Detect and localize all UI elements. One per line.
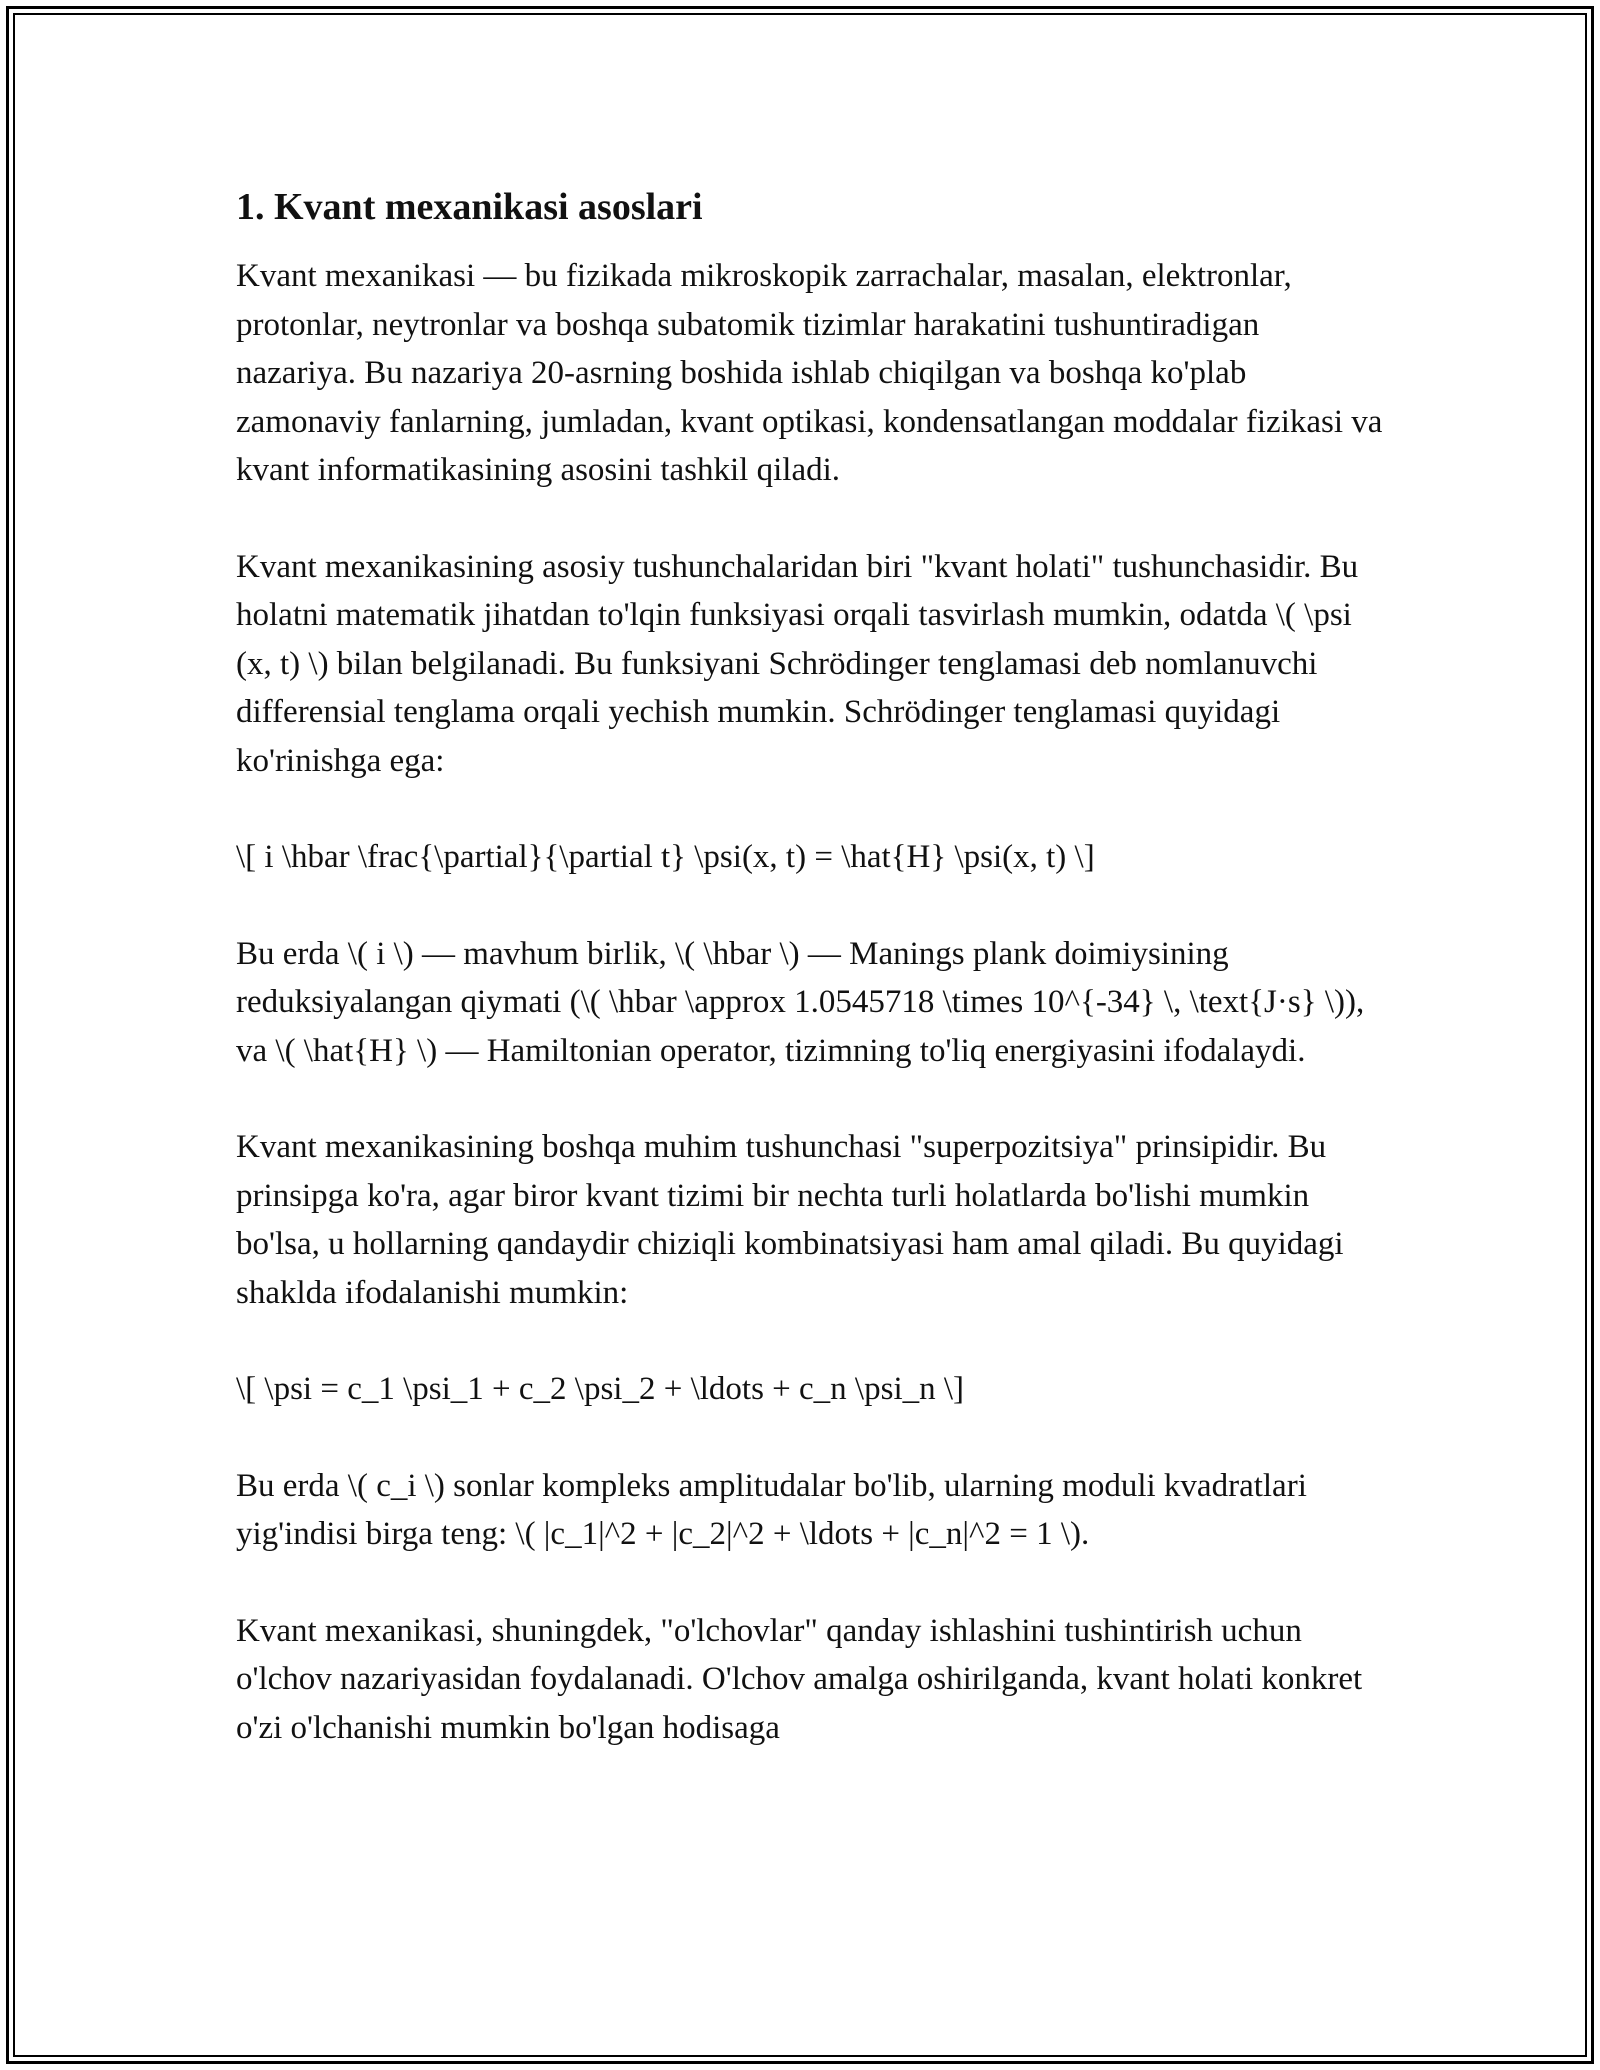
paragraph-amplitudes: Bu erda \( c_i \) sonlar kompleks amplitudalar bo'lib, ularning moduli kvadratlari yig'indisi birga teng: \( |c_1|^2 + |c_2|^2 + \ldots + |c_n|^2 = 1 \). [236, 1467, 1307, 1553]
document-body [236, 183, 1386, 1800]
formula-schrodinger: \[ i \hbar \frac{\partial}{\partial t} \psi(x, t) = \hat{H} \psi(x, t) \] [236, 839, 1095, 876]
paragraph-measurement: Kvant mexanikasi, shuningdek, "o'lchovlar" qanday ishlashini tushintirish uchun o'lchov nazariyasidan foydalanadi. O'lchov amalga oshirilganda, kvant holati konkret o'zi o'lchanishi mumkin bo'lgan hodisaga [236, 1612, 1363, 1746]
paragraph-definitions: Bu erda \( i \) — mavhum birlik, \( \hbar \) — Manings plank doimiysining reduksiyalangan qiymati (\( \hbar \approx 1.0545718 \times 10^{-34} \, \text{J·s} \)), va \( \hat{H} \) — Hamiltonian operator, tizimning to'liq energiyasini ifodalaydi. [236, 935, 1365, 1069]
paragraph-superposition: Kvant mexanikasining boshqa muhim tushunchasi "superpozitsiya" prinsipidir. Bu prinsipga ko'ra, agar biror kvant tizimi bir nechta turli holatlarda bo'lishi mumkin bo'lsa, u hollarning qandaydir chiziqli kombinatsiyasi ham amal qiladi. Bu quyidagi shaklda ifodalanishi mumkin: [236, 1129, 1344, 1311]
paragraph-quantum-state: Kvant mexanikasining asosiy tushunchalaridan biri "kvant holati" tushunchasidir. Bu holatni matematik jihatdan to'lqin funksiyasi orqali tasvirlash mumkin, odatda \( \psi (x, t) \) bilan belgilanadi. Bu funksiyani Schrödinger tenglamasi deb nomlanuvchi differensial tenglama orqali yechish mumkin. Schrödinger tenglamasi quyidagi ko'rinishga ega: [236, 548, 1359, 779]
paragraph-intro: Kvant mexanikasi — bu fizikada mikroskopik zarrachalar, masalan, elektronlar, protonlar, neytronlar va boshqa subatomik tizimlar harakatini tushuntiradigan nazariya. Bu nazariya 20-asrning boshida ishlab chiqilgan va boshqa ko'plab zamonaviy fanlarning, jumladan, kvant optikasi, kondensatlangan moddalar fizikasi va kvant informatikasining asosini tashkil qiladi. [236, 258, 1383, 489]
formula-superposition: \[ \psi = c_1 \psi_1 + c_2 \psi_2 + \ldots + c_n \psi_n \] [236, 1371, 965, 1408]
section-heading: 1. Kvant mexanikasi asoslari [236, 186, 703, 228]
